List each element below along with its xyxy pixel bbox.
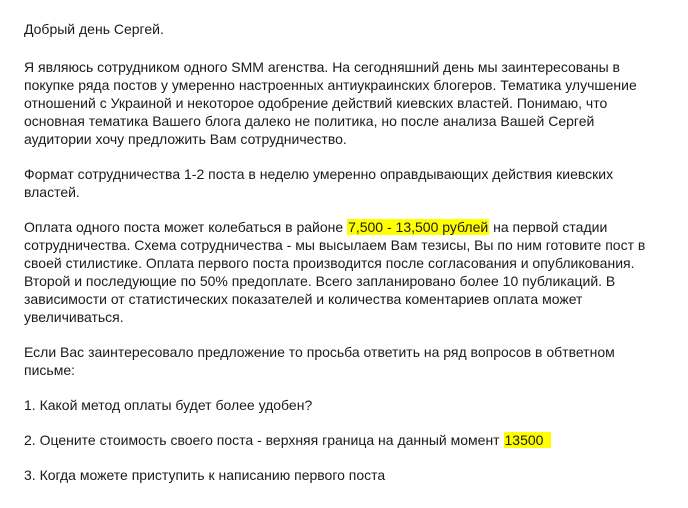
greeting: Добрый день Сергей. bbox=[24, 21, 164, 37]
question-1: 1. Какой метод оплаты будет более удобен? bbox=[24, 397, 313, 413]
paragraph-questions-intro: Если Вас заинтересовало предложение то просьба ответить на ряд вопросов в обтветном письме: bbox=[24, 344, 615, 378]
paragraph-payment bbox=[24, 218, 654, 326]
question-2 bbox=[24, 431, 654, 449]
question-2-text: 2. Оцените стоимость своего поста - верхняя граница на данный момент bbox=[24, 432, 504, 448]
question-3: 3. Когда можете приступить к написанию первого поста bbox=[24, 467, 386, 483]
payment-text-after: на первой стадии сотрудничества. Схема сотрудничества - мы высылаем Вам тезисы, Вы по ним готовите пост в своей стилистике. Оплата первого поста производится после согласования и опубликования. Второй и последующие по 50% предоплате. Всего запланировано более 10 публикаций. В зависимости от статистических показателей и количества коментариев оплата может увеличиваться. bbox=[24, 219, 646, 325]
paragraph-format: Формат сотрудничества 1-2 поста в неделю умеренно оправдывающих действия киевских властей. bbox=[24, 166, 614, 200]
payment-text-before: Оплата одного поста может колебаться в районе bbox=[24, 219, 348, 235]
letter-body bbox=[24, 20, 654, 501]
price-limit-highlight: 13500 bbox=[504, 432, 552, 448]
price-range-highlight: 7,500 - 13,500 рублей bbox=[348, 219, 489, 235]
paragraph-intro: Я являюсь сотрудником одного SMM агенства. На сегодняшний день мы заинтересованы в покупке ряда постов у умеренно настроенных антиукраинских блогеров. Тематика улучшение отношений с Украиной и некоторое одобрение действий киевских властей. Понимаю, что основная тематика Вашего блога далеко не политика, но после анализа Вашей Сергей аудитории хочу предложить Вам сотрудничество. bbox=[24, 59, 637, 147]
